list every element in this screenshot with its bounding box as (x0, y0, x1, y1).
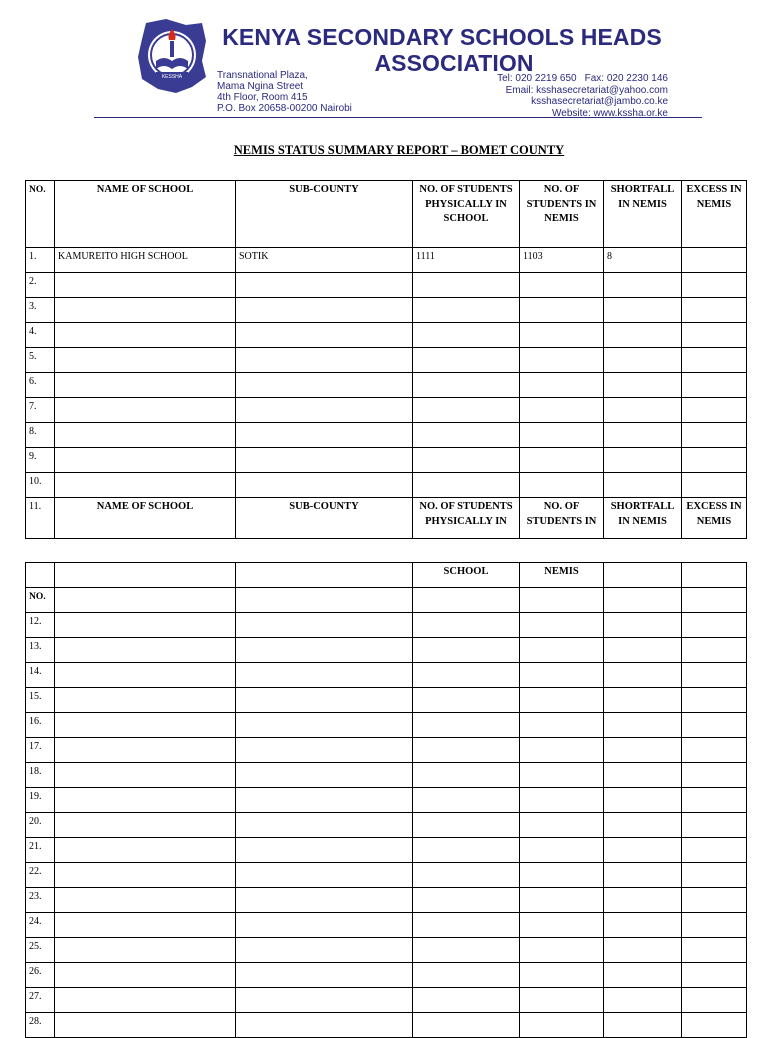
org-name-line1: KENYA SECONDARY SCHOOLS HEADS (222, 24, 662, 50)
cell-nemis (520, 838, 604, 863)
letterhead-divider (94, 117, 702, 118)
cell-physical (413, 738, 520, 763)
cell-subcounty (236, 473, 413, 498)
row-number: 5. (26, 348, 55, 373)
row-number: 19. (26, 788, 55, 813)
cell-nemis (520, 473, 604, 498)
cell-name (55, 738, 236, 763)
cell-excess (682, 398, 747, 423)
row-number: 18. (26, 763, 55, 788)
address-line: 4th Floor, Room 415 (217, 92, 308, 103)
letterhead (0, 0, 768, 125)
cell-excess (682, 323, 747, 348)
table-row (26, 663, 747, 688)
cell-excess (682, 713, 747, 738)
cell-name (55, 423, 236, 448)
table-row (26, 688, 747, 713)
cell-excess (682, 613, 747, 638)
cell-excess (682, 963, 747, 988)
cell-subcounty (236, 888, 413, 913)
cell-excess (682, 423, 747, 448)
cell-excess (682, 1013, 747, 1038)
cell-shortfall (604, 813, 682, 838)
cell-shortfall (604, 373, 682, 398)
cell-excess (682, 448, 747, 473)
table-row (26, 813, 747, 838)
cell-subcounty: SOTIK (236, 248, 413, 273)
row-number: 26. (26, 963, 55, 988)
cell-name (55, 323, 236, 348)
cell-subcounty (236, 738, 413, 763)
cell-shortfall (604, 713, 682, 738)
cell-nemis (520, 863, 604, 888)
address-line: Mama Ngina Street (217, 81, 304, 92)
cell-subcounty (236, 813, 413, 838)
svg-text:KESSHA: KESSHA (161, 74, 183, 80)
cell-physical (413, 763, 520, 788)
cell-shortfall (604, 738, 682, 763)
row-number: 25. (26, 938, 55, 963)
col-header-physical: NO. OF STUDENTS PHYSICALLY IN SCHOOL (413, 181, 520, 248)
cell-physical (413, 788, 520, 813)
nemis-summary-table (25, 180, 747, 539)
cell-excess (682, 663, 747, 688)
col-header-nemis: NO. OF STUDENTS IN NEMIS (520, 181, 604, 248)
cell-nemis (520, 613, 604, 638)
cell-name (55, 863, 236, 888)
cell-nemis: 1103 (520, 248, 604, 273)
cell-nemis (520, 373, 604, 398)
cell-subcounty (236, 423, 413, 448)
col-header-excess: EXCESS IN NEMIS (682, 181, 747, 248)
cell-shortfall (604, 888, 682, 913)
table-row (26, 988, 747, 1013)
cell-nemis (520, 713, 604, 738)
row-number: 7. (26, 398, 55, 423)
cell-name: KAMUREITO HIGH SCHOOL (55, 248, 236, 273)
cell-name (55, 963, 236, 988)
table-row (26, 863, 747, 888)
cell-shortfall (604, 613, 682, 638)
cell-excess (682, 913, 747, 938)
table-header-continuation (26, 588, 747, 613)
row-number: 22. (26, 863, 55, 888)
cell-physical (413, 613, 520, 638)
col-header-name: NAME OF SCHOOL (55, 181, 236, 248)
row-number: 20. (26, 813, 55, 838)
cell-subcounty (236, 448, 413, 473)
cell-nemis (520, 323, 604, 348)
col-header-no: NO. (26, 181, 55, 248)
table-row (26, 298, 747, 323)
table-row (26, 273, 747, 298)
cell-nemis (520, 298, 604, 323)
table-row (26, 613, 747, 638)
table-row (26, 838, 747, 863)
cell-physical (413, 398, 520, 423)
cell-physical (413, 963, 520, 988)
fax: Fax: 020 2230 146 (584, 73, 668, 84)
cell-shortfall (604, 398, 682, 423)
row-number: 16. (26, 713, 55, 738)
cell-excess (682, 473, 747, 498)
table-row (26, 763, 747, 788)
table-row (26, 913, 747, 938)
cell-nemis (520, 763, 604, 788)
report-title: NEMIS STATUS SUMMARY REPORT – BOMET COUNTY (233, 143, 565, 157)
cell-name (55, 473, 236, 498)
cell-excess (682, 248, 747, 273)
cell-excess (682, 838, 747, 863)
cell-subcounty (236, 398, 413, 423)
row-number: 10. (26, 473, 55, 498)
row-number: 4. (26, 323, 55, 348)
cell-name (55, 1013, 236, 1038)
cell-subcounty (236, 613, 413, 638)
cell-name (55, 788, 236, 813)
cell-subcounty (236, 298, 413, 323)
cell-excess (682, 688, 747, 713)
row-number: 13. (26, 638, 55, 663)
cell-shortfall (604, 448, 682, 473)
cell-shortfall (604, 423, 682, 448)
org-name-line2: ASSOCIATION (374, 50, 534, 76)
cell-nemis (520, 423, 604, 448)
table-row (26, 963, 747, 988)
row-number: 15. (26, 688, 55, 713)
cell-subcounty (236, 713, 413, 738)
cell-nemis (520, 688, 604, 713)
col-header-subcounty: SUB-COUNTY (236, 498, 413, 539)
cell-shortfall (604, 988, 682, 1013)
cell-shortfall (604, 473, 682, 498)
row-number: 14. (26, 663, 55, 688)
cell-subcounty (236, 1013, 413, 1038)
col-header-name: NAME OF SCHOOL (55, 498, 236, 539)
contact-details (497, 73, 668, 119)
table-row (26, 1013, 747, 1038)
cell-physical (413, 348, 520, 373)
cell-excess (682, 298, 747, 323)
cell-subcounty (236, 788, 413, 813)
cell-excess (682, 273, 747, 298)
cell-nemis (520, 348, 604, 373)
table-row (26, 738, 747, 763)
email-primary: Email: ksshasecretariat@yahoo.com (505, 84, 668, 96)
cell-nemis (520, 813, 604, 838)
cell-excess (682, 788, 747, 813)
cell-excess (682, 738, 747, 763)
cell-nemis (520, 788, 604, 813)
row-number: 8. (26, 423, 55, 448)
cell-subcounty (236, 963, 413, 988)
col-header-nemis-cont: NEMIS (520, 563, 604, 588)
cell-name (55, 913, 236, 938)
cell-excess (682, 938, 747, 963)
table-row (26, 248, 747, 273)
cell-name (55, 448, 236, 473)
cell-nemis (520, 988, 604, 1013)
table-row (26, 788, 747, 813)
cell-nemis (520, 888, 604, 913)
cell-nemis (520, 913, 604, 938)
cell-name (55, 273, 236, 298)
col-header-physical-cont: SCHOOL (413, 563, 520, 588)
cell-name (55, 838, 236, 863)
row-number: 12. (26, 613, 55, 638)
cell-shortfall (604, 298, 682, 323)
cell-physical (413, 298, 520, 323)
cell-excess (682, 988, 747, 1013)
cell-nemis (520, 448, 604, 473)
cell-physical (413, 323, 520, 348)
cell-subcounty (236, 273, 413, 298)
col-header-excess: EXCESS IN NEMIS (682, 498, 747, 539)
cell-subcounty (236, 938, 413, 963)
table-row (26, 373, 747, 398)
cell-shortfall (604, 763, 682, 788)
cell-shortfall (604, 348, 682, 373)
cell-physical (413, 1013, 520, 1038)
cell-subcounty (236, 638, 413, 663)
cell-physical (413, 423, 520, 448)
cell-shortfall (604, 1013, 682, 1038)
row-number: 27. (26, 988, 55, 1013)
cell-subcounty (236, 373, 413, 398)
cell-name (55, 348, 236, 373)
cell-excess (682, 638, 747, 663)
cell-name (55, 398, 236, 423)
cell-physical (413, 448, 520, 473)
cell-subcounty (236, 663, 413, 688)
cell-physical: 1111 (413, 248, 520, 273)
cell-physical (413, 273, 520, 298)
cell-subcounty (236, 763, 413, 788)
cell-physical (413, 688, 520, 713)
cell-shortfall (604, 863, 682, 888)
cell-nemis (520, 938, 604, 963)
cell-name (55, 688, 236, 713)
table-row (26, 888, 747, 913)
cell-name (55, 373, 236, 398)
cell-nemis (520, 963, 604, 988)
cell-nemis (520, 273, 604, 298)
cell-physical (413, 988, 520, 1013)
cell-name (55, 713, 236, 738)
cell-nemis (520, 398, 604, 423)
cell-subcounty (236, 348, 413, 373)
address-line: P.O. Box 20658-00200 Nairobi (217, 103, 352, 114)
row-number: 6. (26, 373, 55, 398)
table-header-continuation (26, 563, 747, 588)
cell-shortfall (604, 963, 682, 988)
row-number: 24. (26, 913, 55, 938)
row-number: 23. (26, 888, 55, 913)
cell-shortfall (604, 273, 682, 298)
row-number: 3. (26, 298, 55, 323)
table-header-row (26, 498, 747, 539)
cell-physical (413, 473, 520, 498)
table-row (26, 323, 747, 348)
cell-shortfall (604, 838, 682, 863)
row-number: 11. (26, 498, 55, 539)
cell-physical (413, 938, 520, 963)
cell-physical (413, 663, 520, 688)
cell-name (55, 638, 236, 663)
table-row (26, 713, 747, 738)
cell-physical (413, 888, 520, 913)
cell-subcounty (236, 913, 413, 938)
organization-name (214, 24, 670, 76)
cell-shortfall: 8 (604, 248, 682, 273)
table-header-row (26, 181, 747, 248)
telephone: Tel: 020 2219 650 (497, 73, 577, 84)
cell-physical (413, 838, 520, 863)
cell-shortfall (604, 913, 682, 938)
table-row (26, 938, 747, 963)
cell-excess (682, 348, 747, 373)
cell-subcounty (236, 988, 413, 1013)
cell-name (55, 663, 236, 688)
cell-physical (413, 863, 520, 888)
cell-name (55, 298, 236, 323)
col-header-no: NO. (26, 588, 55, 613)
cell-shortfall (604, 638, 682, 663)
cell-name (55, 763, 236, 788)
cell-excess (682, 888, 747, 913)
cell-name (55, 938, 236, 963)
col-header-nemis: NO. OF STUDENTS IN (520, 498, 604, 539)
cell-subcounty (236, 688, 413, 713)
table-row (26, 638, 747, 663)
row-number: 28. (26, 1013, 55, 1038)
address-line: Transnational Plaza, (217, 70, 308, 81)
cell-physical (413, 813, 520, 838)
row-number: 9. (26, 448, 55, 473)
cell-excess (682, 763, 747, 788)
cell-name (55, 988, 236, 1013)
nemis-summary-table-continued (25, 562, 747, 1038)
cell-subcounty (236, 863, 413, 888)
row-number: 2. (26, 273, 55, 298)
cell-physical (413, 638, 520, 663)
postal-address (217, 70, 352, 114)
cell-name (55, 813, 236, 838)
table-row (26, 348, 747, 373)
cell-physical (413, 373, 520, 398)
cell-shortfall (604, 788, 682, 813)
cell-subcounty (236, 838, 413, 863)
cell-nemis (520, 638, 604, 663)
col-header-physical: NO. OF STUDENTS PHYSICALLY IN (413, 498, 520, 539)
cell-excess (682, 373, 747, 398)
kessha-logo-icon (136, 17, 208, 95)
table-row (26, 423, 747, 448)
cell-shortfall (604, 663, 682, 688)
table-row (26, 398, 747, 423)
cell-nemis (520, 663, 604, 688)
row-number: 17. (26, 738, 55, 763)
table-row (26, 473, 747, 498)
row-number: 21. (26, 838, 55, 863)
cell-name (55, 613, 236, 638)
cell-nemis (520, 1013, 604, 1038)
cell-nemis (520, 738, 604, 763)
table-row (26, 448, 747, 473)
email-secondary: ksshasecretariat@jambo.co.ke (531, 96, 668, 107)
row-number: 1. (26, 248, 55, 273)
cell-name (55, 888, 236, 913)
cell-shortfall (604, 323, 682, 348)
cell-shortfall (604, 688, 682, 713)
cell-subcounty (236, 323, 413, 348)
website: Website: www.kssha.or.ke (552, 107, 668, 119)
cell-shortfall (604, 938, 682, 963)
cell-excess (682, 863, 747, 888)
cell-physical (413, 713, 520, 738)
cell-physical (413, 913, 520, 938)
col-header-subcounty: SUB-COUNTY (236, 181, 413, 248)
col-header-shortfall: SHORTFALL IN NEMIS (604, 498, 682, 539)
cell-excess (682, 813, 747, 838)
col-header-shortfall: SHORTFALL IN NEMIS (604, 181, 682, 248)
